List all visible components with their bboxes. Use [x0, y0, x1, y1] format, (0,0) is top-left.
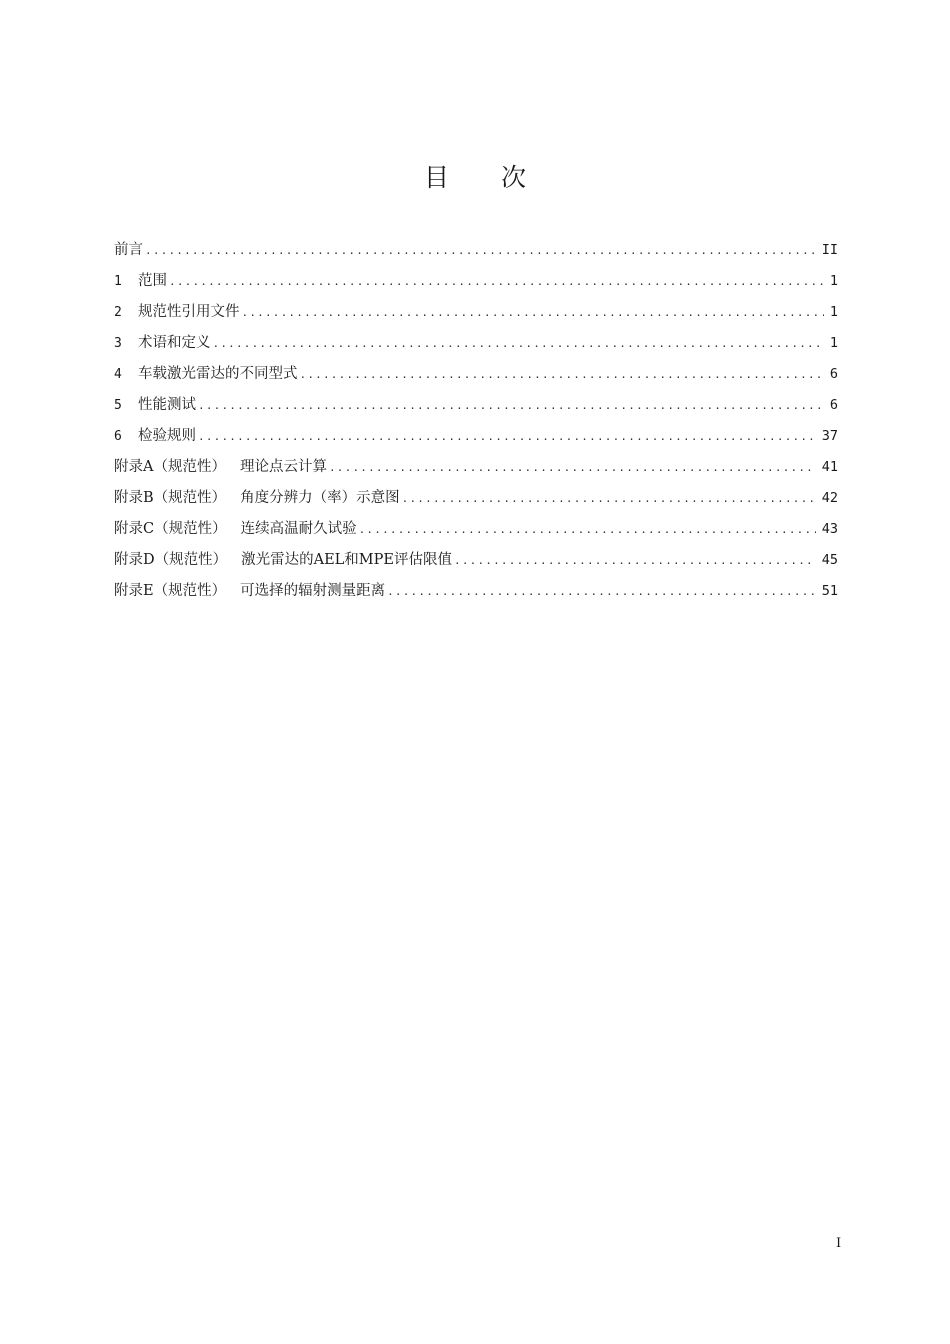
- toc-label: [114, 545, 452, 576]
- toc-section-number: 3: [114, 336, 122, 351]
- toc-leader-dots: [300, 359, 824, 390]
- toc-appendix-title: 角度分辨力（率）示意图: [240, 490, 400, 506]
- toc-entry-6[interactable]: [114, 421, 838, 452]
- toc-page-number: 6: [829, 397, 838, 413]
- toc-section-number: 1: [114, 274, 122, 289]
- toc-label: 术语和定义: [138, 335, 211, 351]
- toc-leader-dots: [198, 421, 816, 452]
- toc-page-number: 37: [821, 428, 838, 444]
- toc-entry-2[interactable]: [114, 297, 838, 328]
- toc-label: 车载激光雷达的不同型式: [138, 366, 298, 382]
- toc-section-number: 4: [114, 367, 122, 382]
- toc-label: [114, 483, 400, 514]
- toc-appendix-designation: 附录E（规范性）: [114, 583, 227, 599]
- toc-leader-dots: [213, 328, 824, 359]
- toc-label: 检验规则: [138, 428, 196, 444]
- toc-page-number: 1: [829, 304, 838, 320]
- toc-leader-dots: [145, 235, 816, 266]
- title-char-2: 次: [501, 163, 527, 192]
- toc-page-number: 45: [821, 552, 838, 568]
- toc-label: 性能测试: [138, 397, 196, 413]
- toc-appendix-title: 激光雷达的AEL和MPE评估限值: [241, 552, 452, 568]
- toc-leader-dots: [169, 266, 824, 297]
- toc-leader-dots: [387, 576, 816, 607]
- toc-page-number: 1: [829, 335, 838, 351]
- toc-page-number: II: [821, 242, 838, 258]
- toc-label: 规范性引用文件: [138, 304, 240, 320]
- toc-section-number: 5: [114, 398, 122, 413]
- toc-entry-foreword[interactable]: [114, 235, 838, 266]
- toc-entry-5[interactable]: [114, 390, 838, 421]
- toc-leader-dots: [242, 297, 824, 328]
- toc-label: [114, 576, 385, 607]
- toc-label: 前言: [114, 242, 143, 258]
- toc-section-number: 6: [114, 429, 122, 444]
- toc-page-number: 42: [821, 490, 838, 506]
- title-char-1: 目: [423, 163, 449, 192]
- toc-entry-1[interactable]: [114, 266, 838, 297]
- toc-appendix-title: 可选择的辐射测量距离: [240, 583, 386, 599]
- toc-entry-4[interactable]: [114, 359, 838, 390]
- toc-appendix-designation: 附录C（规范性）: [114, 521, 227, 537]
- table-of-contents: [114, 235, 838, 607]
- toc-appendix-title: 理论点云计算: [239, 459, 327, 475]
- toc-page-number: 6: [829, 366, 838, 382]
- toc-leader-dots: [402, 483, 816, 514]
- toc-entry-appendix-e[interactable]: [114, 576, 838, 607]
- toc-leader-dots: [359, 514, 816, 545]
- page-title: [0, 160, 950, 196]
- toc-page-number: 43: [821, 521, 838, 537]
- toc-entry-appendix-b[interactable]: [114, 483, 838, 514]
- toc-appendix-title: 连续高温耐久试验: [240, 521, 357, 537]
- toc-entry-appendix-d[interactable]: [114, 545, 838, 576]
- toc-page-number: 1: [829, 273, 838, 289]
- toc-appendix-designation: 附录B（规范性）: [114, 490, 227, 506]
- toc-leader-dots: [454, 545, 816, 576]
- toc-label: [114, 452, 327, 483]
- toc-entry-appendix-c[interactable]: [114, 514, 838, 545]
- toc-label: [114, 514, 357, 545]
- toc-label: 范围: [138, 273, 167, 289]
- toc-section-number: 2: [114, 305, 122, 320]
- toc-entry-3[interactable]: [114, 328, 838, 359]
- toc-leader-dots: [329, 452, 816, 483]
- toc-appendix-designation: 附录A（规范性）: [114, 459, 226, 475]
- toc-leader-dots: [198, 390, 824, 421]
- footer-page-number: I: [836, 1236, 842, 1251]
- toc-entry-appendix-a[interactable]: [114, 452, 838, 483]
- toc-page-number: 51: [821, 583, 838, 599]
- toc-page-number: 41: [821, 459, 838, 475]
- toc-appendix-designation: 附录D（规范性）: [114, 552, 228, 568]
